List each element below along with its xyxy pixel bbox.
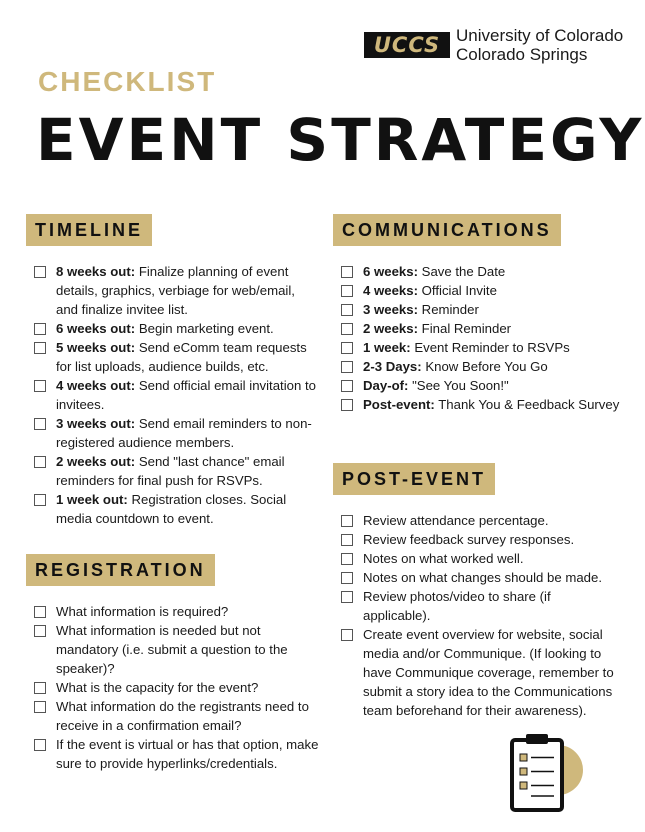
checklist-item: [32, 376, 316, 414]
item-label: 6 weeks out:: [56, 321, 136, 336]
eyebrow-label: CHECKLIST: [38, 66, 217, 97]
checkbox-icon[interactable]: [341, 361, 353, 373]
checkbox-icon[interactable]: [341, 534, 353, 546]
checklist-item: [339, 376, 633, 395]
item-label: 2 weeks out:: [56, 454, 136, 469]
checklist-item: [339, 338, 633, 357]
checklist-item: [32, 338, 316, 376]
item-text: Finalize planning of event details, graphics, verbiage for web/email, and finalize invitee list.: [56, 264, 295, 317]
checkbox-icon[interactable]: [34, 625, 46, 637]
checkbox-icon[interactable]: [341, 380, 353, 392]
checkbox-icon[interactable]: [341, 304, 353, 316]
checkbox-icon[interactable]: [341, 266, 353, 278]
item-label: 2 weeks:: [363, 321, 418, 336]
checklist-item: [32, 414, 316, 452]
item-text: Registration closes. Social media countdown to event.: [56, 492, 287, 526]
checkbox-icon[interactable]: [34, 456, 46, 468]
item-text: What information is required?: [56, 604, 229, 619]
item-label: 3 weeks out:: [56, 416, 136, 431]
checklist-item: [32, 697, 326, 735]
logo-line-1: University of Colorado: [456, 26, 624, 45]
checklist-item: [339, 625, 621, 720]
communications-list: [339, 262, 633, 414]
checkbox-icon[interactable]: [34, 323, 46, 335]
checkbox-icon[interactable]: [341, 342, 353, 354]
item-text: What information do the registrants need to receive in a confirmation email?: [56, 699, 309, 733]
checkbox-icon[interactable]: [34, 739, 46, 751]
item-label: Day-of:: [363, 378, 409, 393]
item-text: Final Reminder: [418, 321, 512, 336]
item-text: Send "last chance" email reminders for final push for RSVPs.: [56, 454, 285, 488]
item-text: "See You Soon!": [408, 378, 509, 393]
checklist-item: [339, 262, 633, 281]
item-text: Review feedback survey responses.: [363, 532, 575, 547]
item-text: Event Reminder to RSVPs: [410, 340, 570, 355]
checkbox-icon[interactable]: [341, 285, 353, 297]
checkbox-icon[interactable]: [341, 399, 353, 411]
checkbox-icon[interactable]: [341, 323, 353, 335]
clipboard-checklist-icon: [506, 730, 586, 819]
item-label: 1 week:: [363, 340, 411, 355]
checklist-item: [339, 568, 621, 587]
checkbox-icon[interactable]: [34, 380, 46, 392]
item-text: Review attendance percentage.: [363, 513, 549, 528]
item-text: Send official email invitation to invitees.: [56, 378, 316, 412]
checklist-item: [32, 678, 326, 697]
item-text: Send eComm team requests for list uploads, audience builds, etc.: [56, 340, 307, 374]
checkbox-icon[interactable]: [34, 494, 46, 506]
item-text: Notes on what changes should be made.: [363, 570, 602, 585]
item-text: Know Before You Go: [421, 359, 548, 374]
checklist-item: [339, 357, 633, 376]
item-text: Notes on what worked well.: [363, 551, 524, 566]
item-label: 4 weeks:: [363, 283, 418, 298]
logo-text: [456, 26, 623, 64]
checkbox-icon[interactable]: [34, 418, 46, 430]
registration-heading: REGISTRATION: [26, 554, 215, 586]
post-event-heading: POST-EVENT: [333, 463, 495, 495]
checkbox-icon[interactable]: [341, 572, 353, 584]
item-text: If the event is virtual or has that option, make sure to provide hyperlinks/credentials.: [56, 737, 319, 771]
checkbox-icon[interactable]: [341, 591, 353, 603]
checklist-item: [32, 735, 326, 773]
item-text: Official Invite: [418, 283, 497, 298]
checklist-item: [32, 621, 326, 678]
checklist-item: [339, 549, 621, 568]
checklist-item: [32, 602, 326, 621]
checklist-item: [339, 300, 633, 319]
checkbox-icon[interactable]: [34, 682, 46, 694]
timeline-section: [26, 214, 316, 528]
checklist-item: [339, 530, 621, 549]
checkbox-icon[interactable]: [341, 515, 353, 527]
timeline-heading: TIMELINE: [26, 214, 152, 246]
checklist-item: [339, 281, 633, 300]
item-label: 3 weeks:: [363, 302, 418, 317]
item-text: Thank You & Feedback Survey: [434, 397, 620, 412]
item-text: Create event overview for website, social media and/or Communique. (If looking to have Communique coverage, remember to submit a story idea to the Communications team beforehand for their awareness).: [363, 627, 614, 718]
item-text: Send email reminders to non-registered audience members.: [56, 416, 312, 450]
communications-heading: COMMUNICATIONS: [333, 214, 561, 246]
post-event-section: [333, 463, 621, 720]
checklist-item: [339, 319, 633, 338]
checklist-item: [339, 587, 621, 625]
timeline-list: [32, 262, 316, 528]
checkbox-icon[interactable]: [34, 701, 46, 713]
checklist-item: [32, 452, 316, 490]
item-text: Reminder: [418, 302, 479, 317]
communications-section: [333, 214, 633, 414]
checklist-item: [32, 319, 316, 338]
checkbox-icon[interactable]: [34, 266, 46, 278]
item-text: Begin marketing event.: [135, 321, 274, 336]
item-label: 8 weeks out:: [56, 264, 136, 279]
item-text: Save the Date: [418, 264, 506, 279]
logo-line-2: Colorado Springs: [456, 45, 588, 64]
item-text: Review photos/video to share (if applicable).: [363, 589, 551, 623]
registration-list: [32, 602, 326, 773]
logo-mark: UCCS: [364, 32, 450, 58]
checklist-item: [339, 395, 633, 414]
checklist-item: [339, 511, 621, 530]
checklist-item: [32, 262, 316, 319]
item-label: 4 weeks out:: [56, 378, 136, 393]
checkbox-icon[interactable]: [341, 629, 353, 641]
registration-section: [26, 554, 326, 773]
item-label: 2-3 Days:: [363, 359, 422, 374]
uccs-logo: [364, 26, 623, 64]
item-label: 5 weeks out:: [56, 340, 136, 355]
checkbox-icon[interactable]: [34, 606, 46, 618]
page-title: EVENT STRATEGY: [36, 106, 645, 174]
item-text: What is the capacity for the event?: [56, 680, 259, 695]
item-label: 1 week out:: [56, 492, 128, 507]
checklist-item: [32, 490, 316, 528]
item-label: Post-event:: [363, 397, 435, 412]
post-event-list: [339, 511, 621, 720]
item-label: 6 weeks:: [363, 264, 418, 279]
checkbox-icon[interactable]: [34, 342, 46, 354]
item-text: What information is needed but not mandatory (i.e. submit a question to the speaker)?: [56, 623, 288, 676]
checkbox-icon[interactable]: [341, 553, 353, 565]
